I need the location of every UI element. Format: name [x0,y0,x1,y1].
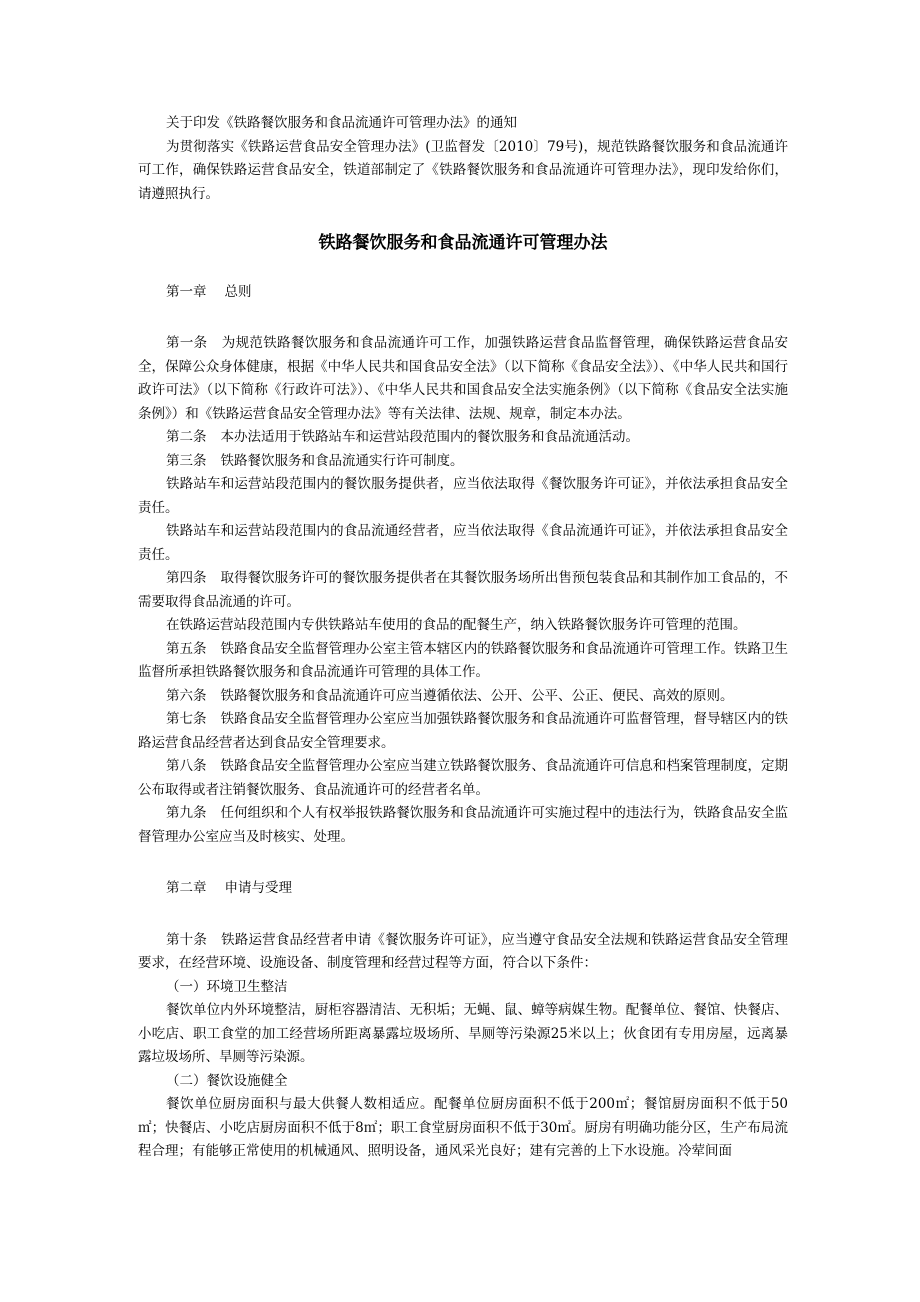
article-text: 铁路运营食品经营者申请《餐饮服务许可证》，应当遵守食品安全法规和铁路运营食品安全管理要求，在经营环境、设施设备、制度管理和经营过程等方面，符合以下条件： [138,931,788,971]
article-label: 第十条 [166,931,207,948]
article-text: 铁路餐饮服务和食品流通许可应当遵循依法、公开、公平、公正、便民、高效的原则。 [220,687,734,704]
item-heading: （一）环境卫生整洁 [166,978,288,995]
article-text: 铁路餐饮服务和食品流通实行许可制度。 [220,452,464,469]
article-label: 第四条 [166,570,207,586]
article-paragraph [138,929,788,976]
notice-body: 为贯彻落实《铁路运营食品安全管理办法》(卫监督发〔2010〕79号)，规范铁路餐饮服务和食品流通许可工作，确保铁路运营食品安全，铁道部制定了《铁路餐饮服务和食品流通许可管理办法》，现印发给你们，请遵照执行。 [138,138,788,202]
article-paragraph [138,708,788,755]
item-heading: （二）餐饮设施健全 [166,1072,288,1089]
chapter-number: 第一章 [166,283,207,300]
chapter-number: 第二章 [166,880,207,896]
article-text: 取得餐饮服务许可的餐饮服务提供者在其餐饮服务场所出售预包装食品和其制作加工食品的，不需要取得食品流通的许可。 [138,570,789,610]
article-subparagraph: 在铁路运营站段范围内专供铁路站车使用的食品的配餐生产，纳入铁路餐饮服务许可管理的范围。 [166,617,747,633]
chapter-heading [138,281,788,305]
article-paragraph [138,638,788,685]
document-title: 铁路餐饮服务和食品流通许可管理办法 [318,233,608,253]
item-body: 餐饮单位厨房面积与最大供餐人数相适应。配餐单位厨房面积不低于200㎡；餐馆厨房面积不低于50㎡；快餐店、小吃店厨房面积不低于8㎡；职工食堂厨房面积不低于30㎡。厨房有明确功能分区，生产布局流程合理；有能够正常使用的机械通风、照明设备，通风采光良好；建有完善的上下水设施。冷荤间面 [138,1096,788,1159]
article-label: 第六条 [166,687,207,704]
item-body: 餐饮单位内外环境整洁，厨柜容器清洁、无积垢；无蝇、鼠、蟑等病媒生物。配餐单位、餐馆、快餐店、小吃店、职工食堂的加工经营场所距离暴露垃圾场所、旱厕等污染源25米以上；伙食团有专用房屋，远离暴露垃圾场所、旱厕等污染源。 [138,1002,788,1065]
article-subparagraph: 铁路站车和运营站段范围内的食品流通经营者，应当依法取得《食品流通许可证》，并依法承担食品安全责任。 [138,523,788,563]
chapter-name: 申请与受理 [224,880,292,896]
article-label: 第八条 [166,758,207,774]
article-text: 铁路食品安全监督管理办公室主管本辖区内的铁路餐饮服务和食品流通许可管理工作。铁路卫生监督所承担铁路餐饮服务和食品流通许可管理的具体工作。 [138,640,789,680]
article-paragraph [138,450,788,474]
article-label: 第二条 [166,429,207,445]
article-paragraph [138,755,788,802]
article-paragraph [138,567,788,614]
article-text: 为规范铁路餐饮服务和食品流通许可工作，加强铁路运营食品监督管理，确保铁路运营食品安全，保障公众身体健康，根据《中华人民共和国食品安全法》（以下简称《食品安全法》）、《中华人民共和国行政许可法》（以下简称《行政许可法》）、《中华人民共和国食品安全法实施条例》（以下简称《食品安全法实施条例》）和《铁路运营食品安全管理办法》等有关法律、法规、规章，制定本办法。 [138,335,789,422]
article-paragraph [138,685,788,709]
article-text: 本办法适用于铁路站车和运营站段范围内的餐饮服务和食品流通活动。 [220,429,639,445]
chapter-name: 总则 [224,283,252,300]
article-subparagraph: 铁路站车和运营站段范围内的餐饮服务提供者，应当依法取得《餐饮服务许可证》，并依法承担食品安全责任。 [138,476,788,516]
article-paragraph [138,426,788,450]
article-label: 第九条 [166,805,207,821]
chapter-heading [138,877,788,901]
article-text: 铁路食品安全监督管理办公室应当加强铁路餐饮服务和食品流通许可监督管理，督导辖区内的铁路运营食品经营者达到食品安全管理要求。 [138,711,789,751]
notice-heading: 关于印发《铁路餐饮服务和食品流通许可管理办法》的通知 [166,115,517,131]
article-paragraph [138,332,788,426]
article-text: 铁路食品安全监督管理办公室应当建立铁路餐饮服务、食品流通许可信息和档案管理制度，定期公布取得或者注销餐饮服务、食品流通许可的经营者名单。 [138,758,789,798]
article-label: 第三条 [166,452,207,469]
article-label: 第七条 [166,711,207,727]
article-label: 第五条 [166,640,207,657]
article-paragraph [138,802,788,849]
article-text: 任何组织和个人有权举报铁路餐饮服务和食品流通许可实施过程中的违法行为，铁路食品安全监督管理办公室应当及时核实、处理。 [138,805,789,845]
article-label: 第一条 [166,335,208,351]
